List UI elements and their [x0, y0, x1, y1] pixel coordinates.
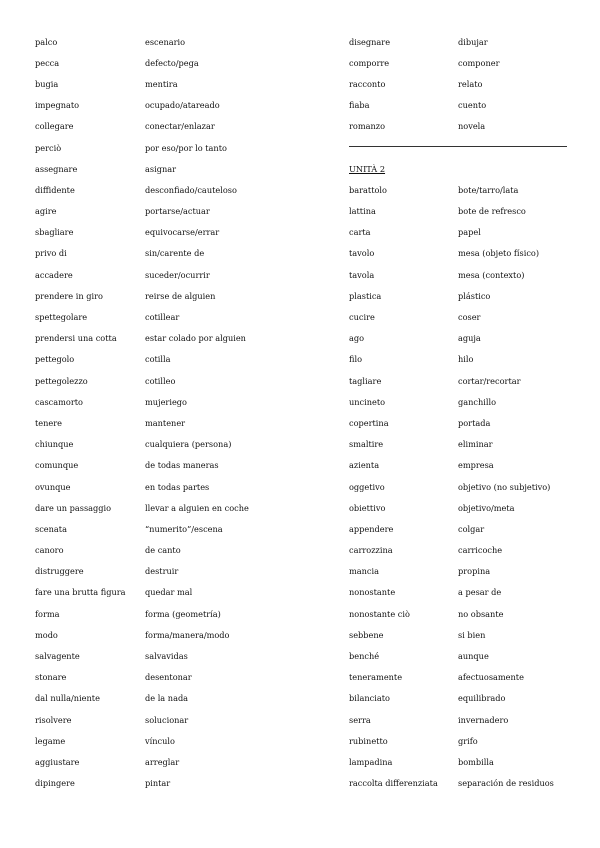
vocab-row [349, 349, 579, 370]
vocab-row [349, 222, 579, 243]
italian-term: bilanciato [349, 693, 390, 704]
vocab-row [35, 582, 295, 603]
spanish-translation: mesa (contexto) [458, 269, 525, 280]
vocab-row [35, 476, 295, 497]
vocab-row [349, 328, 579, 349]
vocab-row [35, 645, 295, 666]
spanish-translation: cuento [458, 100, 487, 111]
spanish-translation: aguja [458, 333, 481, 344]
spanish-translation: carricoche [458, 545, 503, 556]
spanish-translation: empresa [458, 460, 494, 471]
left-vocabulary-column [35, 31, 295, 794]
vocab-row [35, 370, 295, 391]
italian-term: scenata [35, 523, 67, 534]
vocab-row [35, 201, 295, 222]
spanish-translation: plástico [458, 290, 491, 301]
italian-term: aggiustare [35, 756, 80, 767]
spanish-translation: propina [458, 566, 491, 577]
vocab-row [35, 497, 295, 518]
italian-term: spettegolare [35, 312, 88, 323]
section-separator [349, 137, 579, 158]
vocab-row [35, 328, 295, 349]
vocab-row [35, 455, 295, 476]
italian-term: cucire [349, 312, 375, 323]
italian-term: tavolo [349, 248, 375, 259]
italian-term: bugia [35, 78, 59, 89]
italian-term: benché [349, 651, 380, 662]
italian-term: lattina [349, 206, 376, 217]
right-top-list [349, 31, 579, 137]
spanish-translation: defecto/pega [145, 57, 199, 68]
vocab-row [349, 264, 579, 285]
italian-term: dare un passaggio [35, 502, 112, 513]
italian-term: stonare [35, 672, 67, 683]
unit-heading: UNITÀ 2 [349, 163, 386, 174]
italian-term: lampadina [349, 756, 393, 767]
spanish-translation: colgar [458, 523, 485, 534]
italian-term: accadere [35, 269, 73, 280]
vocab-row [349, 306, 579, 327]
spanish-translation: mujeriego [145, 396, 187, 407]
italian-term: fiaba [349, 100, 370, 111]
spanish-translation: coser [458, 312, 481, 323]
vocab-row [35, 158, 295, 179]
italian-term: carrozzina [349, 545, 393, 556]
italian-term: ago [349, 333, 365, 344]
spanish-translation: conectar/enlazar [145, 121, 215, 132]
spanish-translation: ganchillo [458, 396, 497, 407]
vocab-row [35, 391, 295, 412]
vocab-row [349, 624, 579, 645]
spanish-translation: desentonar [145, 672, 192, 683]
spanish-translation: sin/carente de [145, 248, 205, 259]
spanish-translation: cortar/recortar [458, 375, 521, 386]
vocab-row [349, 561, 579, 582]
italian-term: privo di [35, 248, 67, 259]
vocab-row [349, 582, 579, 603]
italian-term: mancia [349, 566, 380, 577]
italian-term: comporre [349, 57, 390, 68]
vocab-row [349, 773, 579, 794]
italian-term: nonostante [349, 587, 396, 598]
italian-term: nonostante ciò [349, 608, 410, 619]
italian-term: perciò [35, 142, 62, 153]
spanish-translation: cotilla [145, 354, 171, 365]
italian-term: comunque [35, 460, 79, 471]
vocab-row [35, 243, 295, 264]
vocab-row [35, 137, 295, 158]
vocab-row [349, 95, 579, 116]
spanish-translation: bote de refresco [458, 206, 526, 217]
vocab-row [35, 31, 295, 52]
italian-term: assegnare [35, 163, 78, 174]
spanish-translation: hilo [458, 354, 474, 365]
spanish-translation: mantener [145, 417, 186, 428]
vocab-row [35, 730, 295, 751]
italian-term: obiettivo [349, 502, 386, 513]
spanish-translation: destruir [145, 566, 179, 577]
vocab-row [35, 709, 295, 730]
vocab-row [349, 540, 579, 561]
unit-heading-row [349, 158, 579, 179]
vocab-row [349, 518, 579, 539]
spanish-translation: aunque [458, 651, 489, 662]
vocab-row [349, 688, 579, 709]
italian-term: pettegolezzo [35, 375, 88, 386]
spanish-translation: portada [458, 417, 491, 428]
italian-term: plastica [349, 290, 382, 301]
vocab-row [349, 455, 579, 476]
spanish-translation: objetivo (no subjetivo) [458, 481, 551, 492]
italian-term: diffidente [35, 184, 75, 195]
vocab-row [349, 434, 579, 455]
spanish-translation: “numerito”/escena [145, 523, 223, 534]
spanish-translation: dibujar [458, 36, 488, 47]
spanish-translation: de todas maneras [145, 460, 219, 471]
spanish-translation: arreglar [145, 756, 180, 767]
spanish-translation: bombilla [458, 756, 494, 767]
italian-term: tavola [349, 269, 375, 280]
italian-term: dipingere [35, 778, 75, 789]
vocab-row [349, 497, 579, 518]
spanish-translation: por eso/por lo tanto [145, 142, 227, 153]
vocab-row [349, 603, 579, 624]
vocab-row [349, 391, 579, 412]
italian-term: legame [35, 735, 66, 746]
spanish-translation: afectuosamente [458, 672, 524, 683]
italian-term: smaltire [349, 439, 384, 450]
spanish-translation: portarse/actuar [145, 206, 210, 217]
spanish-translation: mesa (objeto físico) [458, 248, 540, 259]
italian-term: sebbene [349, 629, 384, 640]
spanish-translation: forma/manera/modo [145, 629, 230, 640]
italian-term: rubinetto [349, 735, 388, 746]
italian-term: collegare [35, 121, 74, 132]
italian-term: fare una brutta figura [35, 587, 126, 598]
italian-term: prendersi una cotta [35, 333, 117, 344]
spanish-translation: invernadero [458, 714, 509, 725]
italian-term: racconto [349, 78, 386, 89]
spanish-translation: salvavidas [145, 651, 188, 662]
italian-term: dal nulla/niente [35, 693, 100, 704]
italian-term: distruggere [35, 566, 84, 577]
spanish-translation: en todas partes [145, 481, 210, 492]
vocab-row [35, 285, 295, 306]
vocab-row [349, 412, 579, 433]
vocab-row [349, 285, 579, 306]
vocab-row [349, 31, 579, 52]
vocab-row [35, 95, 295, 116]
italian-term: ovunque [35, 481, 71, 492]
italian-term: uncineto [349, 396, 386, 407]
spanish-translation: objetivo/meta [458, 502, 515, 513]
vocab-row [35, 688, 295, 709]
vocab-row [349, 476, 579, 497]
vocab-row [35, 349, 295, 370]
right-bottom-list [349, 179, 579, 793]
vocab-row [349, 243, 579, 264]
vocab-row [35, 116, 295, 137]
spanish-translation: si bien [458, 629, 486, 640]
vocab-row [35, 52, 295, 73]
vocab-row [35, 179, 295, 200]
vocab-row [35, 773, 295, 794]
spanish-translation: novela [458, 121, 486, 132]
separator-line [349, 146, 567, 147]
vocab-row [35, 751, 295, 772]
vocab-row [349, 709, 579, 730]
spanish-translation: mentira [145, 78, 178, 89]
spanish-translation: forma (geometría) [145, 608, 221, 619]
vocab-row [35, 264, 295, 285]
italian-term: cascamorto [35, 396, 83, 407]
vocab-row [349, 179, 579, 200]
vocab-row [35, 73, 295, 94]
spanish-translation: equilibrado [458, 693, 506, 704]
italian-term: impegnato [35, 100, 80, 111]
vocab-row [349, 667, 579, 688]
italian-term: sbagliare [35, 227, 74, 238]
spanish-translation: llevar a alguien en coche [145, 502, 249, 513]
spanish-translation: papel [458, 227, 481, 238]
italian-term: oggetivo [349, 481, 385, 492]
vocab-row [35, 561, 295, 582]
spanish-translation: pintar [145, 778, 171, 789]
spanish-translation: cualquiera (persona) [145, 439, 232, 450]
vocab-row [35, 540, 295, 561]
vocab-row [35, 434, 295, 455]
italian-term: risolvere [35, 714, 72, 725]
spanish-translation: equivocarse/errar [145, 227, 220, 238]
italian-term: disegnare [349, 36, 391, 47]
vocab-row [35, 306, 295, 327]
vocab-row [349, 52, 579, 73]
spanish-translation: reirse de alguien [145, 290, 216, 301]
italian-term: canoro [35, 545, 64, 556]
spanish-translation: asignar [145, 163, 177, 174]
italian-term: teneramente [349, 672, 403, 683]
spanish-translation: ocupado/atareado [145, 100, 220, 111]
vocab-row [349, 370, 579, 391]
spanish-translation: desconfiado/cauteloso [145, 184, 237, 195]
vocab-row [35, 603, 295, 624]
spanish-translation: de canto [145, 545, 181, 556]
vocab-row [35, 518, 295, 539]
vocab-row [349, 73, 579, 94]
spanish-translation: eliminar [458, 439, 493, 450]
vocab-row [35, 667, 295, 688]
italian-term: agire [35, 206, 57, 217]
spanish-translation: escenario [145, 36, 186, 47]
italian-term: carta [349, 227, 371, 238]
right-vocabulary-column [349, 31, 579, 794]
spanish-translation: estar colado por alguien [145, 333, 246, 344]
italian-term: azienta [349, 460, 380, 471]
spanish-translation: solucionar [145, 714, 189, 725]
vocab-row [349, 645, 579, 666]
italian-term: copertina [349, 417, 389, 428]
spanish-translation: componer [458, 57, 500, 68]
italian-term: barattolo [349, 184, 387, 195]
italian-term: pecca [35, 57, 60, 68]
italian-term: filo [349, 354, 363, 365]
vocab-row [349, 751, 579, 772]
vocab-row [349, 201, 579, 222]
italian-term: tenere [35, 417, 63, 428]
spanish-translation: bote/tarro/lata [458, 184, 519, 195]
italian-term: prendere in giro [35, 290, 103, 301]
italian-term: serra [349, 714, 371, 725]
spanish-translation: suceder/ocurrir [145, 269, 210, 280]
italian-term: pettegolo [35, 354, 75, 365]
vocab-row [35, 222, 295, 243]
spanish-translation: de la nada [145, 693, 189, 704]
vocab-row [349, 116, 579, 137]
italian-term: raccolta differenziata [349, 778, 438, 789]
vocab-row [349, 730, 579, 751]
italian-term: palco [35, 36, 58, 47]
spanish-translation: relato [458, 78, 483, 89]
italian-term: modo [35, 629, 58, 640]
italian-term: tagliare [349, 375, 382, 386]
spanish-translation: vínculo [145, 735, 175, 746]
spanish-translation: a pesar de [458, 587, 502, 598]
spanish-translation: cotillear [145, 312, 180, 323]
spanish-translation: cotilleo [145, 375, 176, 386]
spanish-translation: no obsante [458, 608, 504, 619]
italian-term: romanzo [349, 121, 386, 132]
spanish-translation: separación de residuos [458, 778, 554, 789]
spanish-translation: grifo [458, 735, 478, 746]
italian-term: salvagente [35, 651, 80, 662]
italian-term: appendere [349, 523, 394, 534]
vocab-row [35, 624, 295, 645]
italian-term: chiunque [35, 439, 74, 450]
spanish-translation: quedar mal [145, 587, 193, 598]
italian-term: forma [35, 608, 60, 619]
vocab-row [35, 412, 295, 433]
